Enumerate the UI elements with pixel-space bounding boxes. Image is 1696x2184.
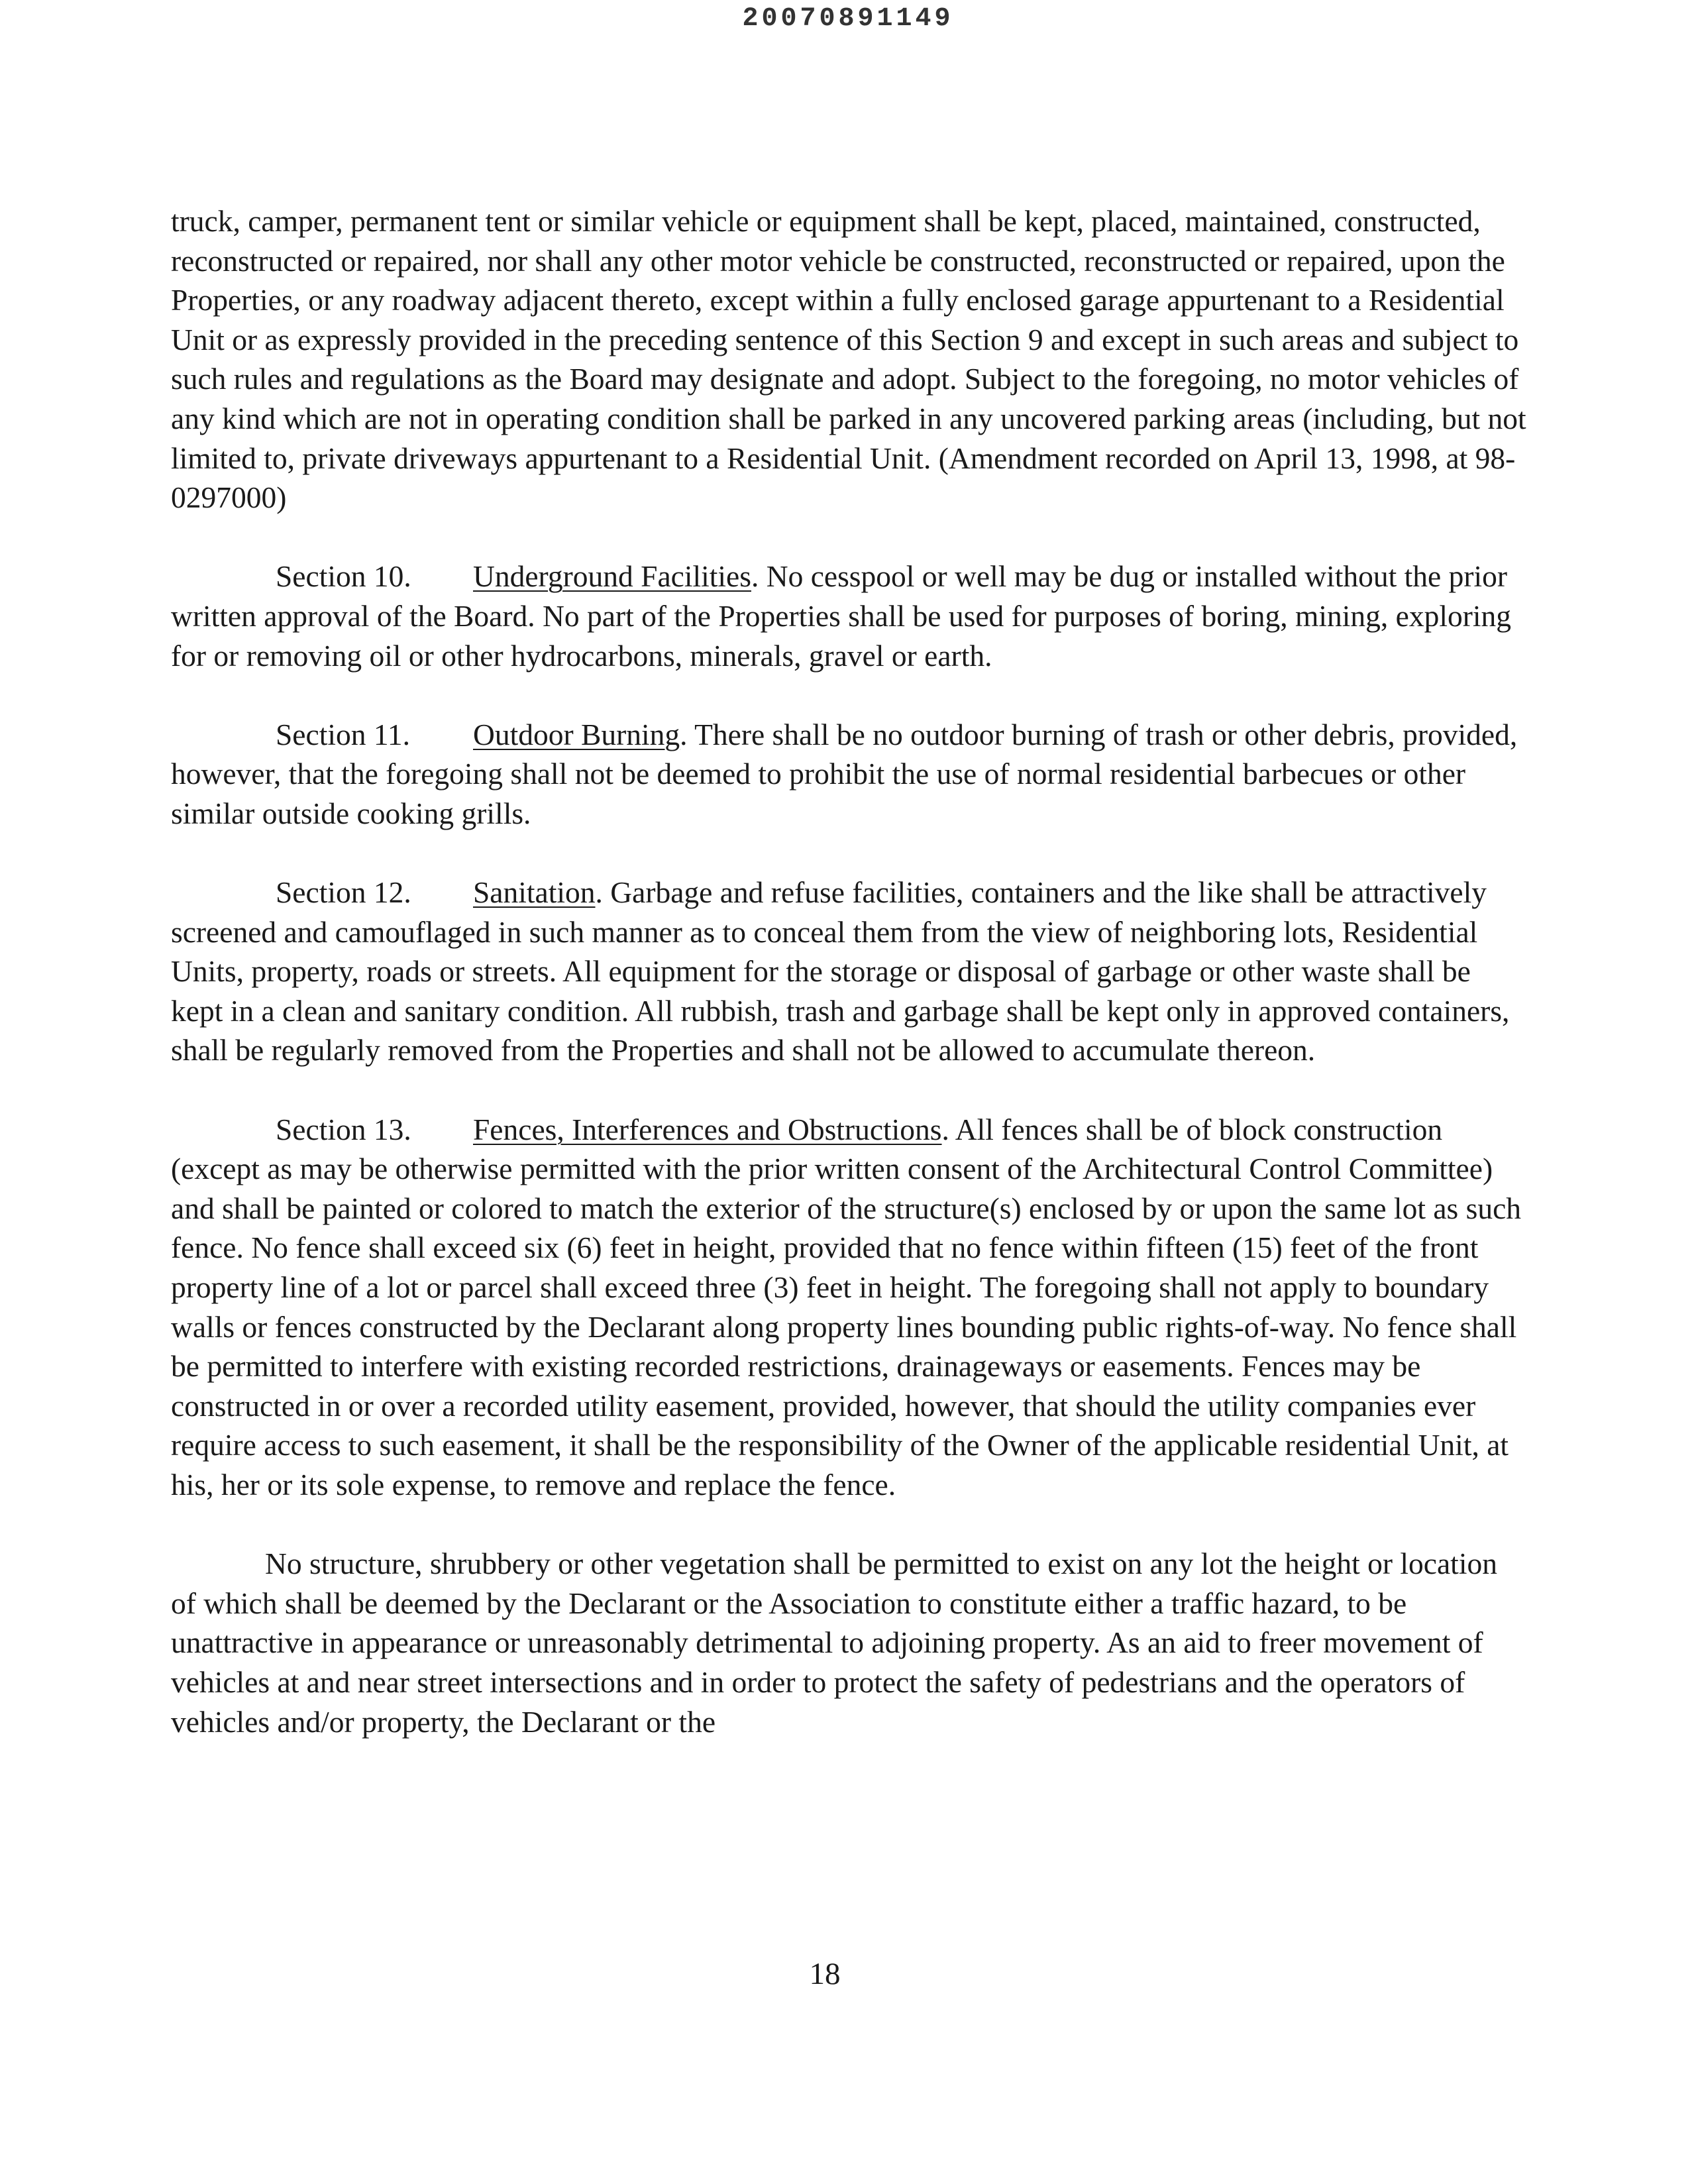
section-12 bbox=[171, 873, 1529, 1070]
page-number: 18 bbox=[809, 1957, 841, 1991]
section-13 bbox=[171, 1110, 1529, 1505]
section-10 bbox=[171, 557, 1529, 675]
section-number: Section 10. bbox=[276, 559, 411, 594]
section-text: . Garbage and refuse facilities, containers and the like shall be attractively screened and camouflaged in such manner as to conceal them from the view of neighboring lots, Residential Units, property, roads or streets. All equipment for the storage or disposal of garbage or other waste shall be kept in a clean and sanitary condition. All rubbish, trash and garbage shall be kept only in approved containers, shall be regularly removed from the Properties and shall not be allowed to accumulate thereon. bbox=[171, 875, 1510, 1067]
section-number: Section 13. bbox=[276, 1112, 411, 1146]
paragraph-text: No structure, shrubbery or other vegetation shall be permitted to exist on any lot the height or location of which shall be deemed by the Declarant or the Association to constitute either a traffic hazard, to be unattractive in appearance or unreasonably detrimental to adjoining property. As an aid to freer movement of vehicles at and near street intersections and in order to protect the safety of pedestrians and the operators of vehicles and/or property, the Declarant or the bbox=[171, 1547, 1497, 1739]
paragraph-continuation bbox=[171, 201, 1529, 518]
section-text: . No cesspool or well may be dug or installed without the prior written approval of the Board. No part of the Properties shall be used for purposes of boring, mining, exploring for or removing oil or other hydrocarbons, minerals, gravel or earth. bbox=[171, 559, 1512, 673]
section-heading: Outdoor Burning bbox=[473, 717, 680, 751]
section-11 bbox=[171, 715, 1529, 834]
section-number: Section 12. bbox=[276, 875, 411, 910]
section-heading: Fences, Interferences and Obstructions bbox=[473, 1112, 942, 1146]
paragraph-obstructions bbox=[171, 1544, 1529, 1741]
section-text: . All fences shall be of block construction (except as may be otherwise permitted with the prior written consent of the Architectural Control Committee) and shall be painted or colored to match the exterior of the structure(s) enclosed by or upon the same lot as such fence. No fence shall exceed six (6) feet in height, provided that no fence within fifteen (15) feet of the front property line of a lot or parcel shall exceed three (3) feet in height. The foregoing shall not apply to boundary walls or fences constructed by the Declarant along property lines bounding public rights-of-way. No fence shall be permitted to interfere with existing recorded restrictions, drainageways or easements. Fences may be constructed in or over a recorded utility easement, provided, however, that should the utility companies ever require access to such easement, it shall be the responsibility of the Owner of the applicable residential Unit, at his, her or its sole expense, to remove and replace the fence. bbox=[171, 1112, 1522, 1502]
section-text: . There shall be no outdoor burning of trash or other debris, provided, however, that the foregoing shall not be deemed to prohibit the use of normal residential barbecues or other similar outside cooking grills. bbox=[171, 717, 1518, 830]
section-number: Section 11. bbox=[276, 717, 411, 751]
paragraph-text: truck, camper, permanent tent or similar vehicle or equipment shall be kept, placed, maintained, constructed, reconstructed or repaired, nor shall any other motor vehicle be constructed, reconstructed or repaired, upon the Properties, or any roadway adjacent thereto, except within a fully enclosed garage appurtenant to a Residential Unit or as expressly provided in the preceding sentence of this Section 9 and except in such areas and subject to such rules and regulations as the Board may designate and adopt. Subject to the foregoing, no motor vehicles of any kind which are not in operating condition shall be parked in any uncovered parking areas (including, but not limited to, private driveways appurtenant to a Residential Unit. (Amendment recorded on April 13, 1998, at 98-0297000) bbox=[171, 204, 1526, 515]
section-heading: Underground Facilities bbox=[473, 559, 751, 594]
document-body bbox=[171, 201, 1529, 1781]
section-heading: Sanitation bbox=[473, 875, 596, 910]
document-number: 20070891149 bbox=[742, 4, 954, 34]
